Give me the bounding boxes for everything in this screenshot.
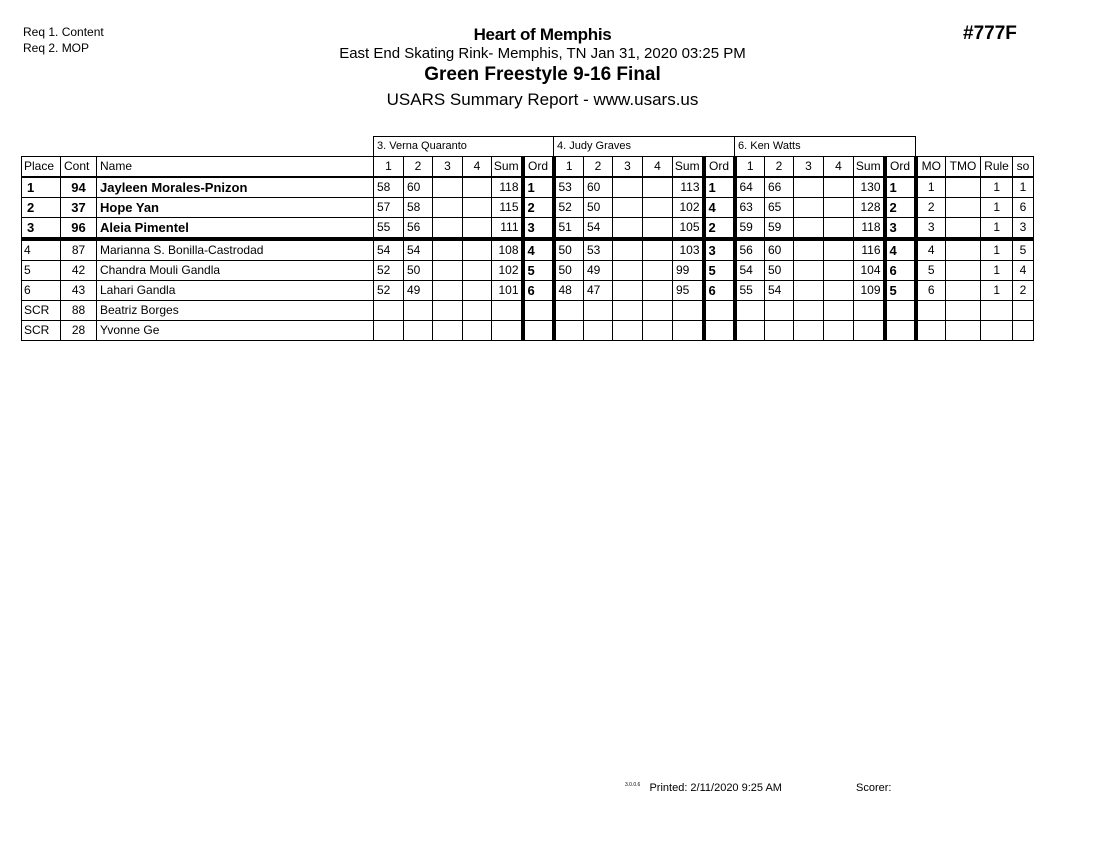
skater-name: Hope Yan xyxy=(97,198,374,218)
score-cell: 66 xyxy=(765,177,794,198)
report-subtitle: USARS Summary Report - www.usars.us xyxy=(386,90,699,109)
score-cell xyxy=(463,261,492,281)
header-rule: Rule xyxy=(981,157,1013,178)
score-cell: 47 xyxy=(584,281,613,301)
score-cell xyxy=(463,321,492,341)
contestant-number: 28 xyxy=(61,321,97,341)
ordinal-cell xyxy=(885,321,916,341)
header-place: Place xyxy=(22,157,61,178)
score-cell xyxy=(433,281,463,301)
score-cell xyxy=(794,177,824,198)
score-cell xyxy=(794,218,824,240)
rule-cell xyxy=(981,301,1013,321)
ordinal-cell: 3 xyxy=(523,218,554,240)
score-cell: 58 xyxy=(374,177,404,198)
header-judge-col: Ord xyxy=(704,157,735,178)
ordinal-cell: 5 xyxy=(704,261,735,281)
score-cell: 52 xyxy=(374,281,404,301)
score-cell xyxy=(584,301,613,321)
contestant-number: 37 xyxy=(61,198,97,218)
score-cell xyxy=(794,301,824,321)
score-cell: 51 xyxy=(554,218,584,240)
sum-cell: 99 xyxy=(673,261,704,281)
score-cell xyxy=(824,321,854,341)
mo-cell: 1 xyxy=(916,177,946,198)
score-cell xyxy=(643,218,673,240)
table-row xyxy=(22,281,1034,301)
score-cell xyxy=(613,301,643,321)
table-row xyxy=(22,321,1034,341)
score-cell xyxy=(433,239,463,261)
score-cell: 50 xyxy=(584,198,613,218)
contestant-number: 88 xyxy=(61,301,97,321)
mo-cell: 2 xyxy=(916,198,946,218)
score-cell: 56 xyxy=(735,239,765,261)
sum-cell xyxy=(854,301,885,321)
score-cell xyxy=(433,218,463,240)
score-cell xyxy=(643,239,673,261)
score-cell xyxy=(584,321,613,341)
score-cell: 55 xyxy=(374,218,404,240)
score-cell xyxy=(463,198,492,218)
ordinal-cell: 6 xyxy=(523,281,554,301)
skater-name: Beatriz Borges xyxy=(97,301,374,321)
score-cell xyxy=(463,239,492,261)
score-cell: 54 xyxy=(404,239,433,261)
sum-cell xyxy=(854,321,885,341)
score-cell xyxy=(643,301,673,321)
header-judge-col: 3 xyxy=(433,157,463,178)
sum-cell xyxy=(673,301,704,321)
tmo-cell xyxy=(946,198,981,218)
judge-name: 6. Ken Watts xyxy=(735,137,916,157)
so-cell xyxy=(1013,301,1034,321)
score-cell: 50 xyxy=(554,239,584,261)
sum-cell: 105 xyxy=(673,218,704,240)
score-cell xyxy=(824,198,854,218)
sum-cell: 118 xyxy=(492,177,523,198)
score-cell: 60 xyxy=(404,177,433,198)
sum-cell: 103 xyxy=(673,239,704,261)
report-title: Green Freestyle 9-16 Final xyxy=(424,64,661,85)
score-cell: 57 xyxy=(374,198,404,218)
venue-line: East End Skating Rink- Memphis, TN Jan 31, 2020 03:25 PM xyxy=(339,45,746,62)
judge-name: 3. Verna Quaranto xyxy=(374,137,554,157)
score-cell: 52 xyxy=(374,261,404,281)
score-cell xyxy=(824,239,854,261)
score-cell: 55 xyxy=(735,281,765,301)
score-cell xyxy=(765,301,794,321)
tmo-cell xyxy=(946,301,981,321)
scorer-label: Scorer: xyxy=(856,782,892,794)
score-cell: 49 xyxy=(404,281,433,301)
score-cell xyxy=(613,261,643,281)
score-cell xyxy=(765,321,794,341)
sum-cell: 111 xyxy=(492,218,523,240)
score-cell xyxy=(433,198,463,218)
sum-cell: 104 xyxy=(854,261,885,281)
score-cell: 54 xyxy=(735,261,765,281)
sum-cell: 130 xyxy=(854,177,885,198)
score-cell xyxy=(824,301,854,321)
ordinal-cell xyxy=(523,321,554,341)
score-cell xyxy=(643,198,673,218)
header-judge-col: 4 xyxy=(643,157,673,178)
score-cell xyxy=(643,281,673,301)
score-cell xyxy=(824,177,854,198)
tmo-cell xyxy=(946,177,981,198)
ordinal-cell: 2 xyxy=(704,218,735,240)
ordinal-cell: 1 xyxy=(523,177,554,198)
mo-cell: 5 xyxy=(916,261,946,281)
score-cell xyxy=(463,301,492,321)
tmo-cell xyxy=(946,218,981,240)
score-cell xyxy=(463,281,492,301)
printed-info xyxy=(625,782,782,794)
header-name: Name xyxy=(97,157,374,178)
so-cell: 1 xyxy=(1013,177,1034,198)
score-cell: 60 xyxy=(765,239,794,261)
skater-name: Chandra Mouli Gandla xyxy=(97,261,374,281)
mo-cell: 4 xyxy=(916,239,946,261)
score-cell xyxy=(404,301,433,321)
score-cell: 50 xyxy=(404,261,433,281)
rule-cell: 1 xyxy=(981,177,1013,198)
score-cell xyxy=(824,261,854,281)
ordinal-cell: 6 xyxy=(885,261,916,281)
header-judge-col: Sum xyxy=(492,157,523,178)
ordinal-cell xyxy=(523,301,554,321)
place-cell: 5 xyxy=(22,261,61,281)
rule-cell: 1 xyxy=(981,261,1013,281)
score-cell xyxy=(613,198,643,218)
printed-timestamp: Printed: 2/11/2020 9:25 AM xyxy=(649,782,782,794)
header-judge-col: 2 xyxy=(765,157,794,178)
score-cell xyxy=(433,177,463,198)
sum-cell: 108 xyxy=(492,239,523,261)
header-tmo: TMO xyxy=(946,157,981,178)
score-cell: 50 xyxy=(554,261,584,281)
rule-cell: 1 xyxy=(981,198,1013,218)
table-row xyxy=(22,301,1034,321)
score-cell xyxy=(794,281,824,301)
score-cell: 63 xyxy=(735,198,765,218)
ordinal-cell xyxy=(704,301,735,321)
tmo-cell xyxy=(946,281,981,301)
so-cell xyxy=(1013,321,1034,341)
mo-cell xyxy=(916,301,946,321)
place-cell: 2 xyxy=(22,198,61,218)
skater-name: Aleia Pimentel xyxy=(97,218,374,240)
table-row xyxy=(22,198,1034,218)
table-row xyxy=(22,177,1034,198)
mo-cell: 3 xyxy=(916,218,946,240)
score-cell: 60 xyxy=(584,177,613,198)
sum-cell: 128 xyxy=(854,198,885,218)
score-cell xyxy=(433,301,463,321)
place-cell: SCR xyxy=(22,321,61,341)
tmo-cell xyxy=(946,261,981,281)
score-cell xyxy=(613,281,643,301)
score-cell xyxy=(735,321,765,341)
contestant-number: 43 xyxy=(61,281,97,301)
ordinal-cell xyxy=(885,301,916,321)
score-cell: 54 xyxy=(765,281,794,301)
header-judge-col: 2 xyxy=(584,157,613,178)
sum-cell: 116 xyxy=(854,239,885,261)
score-cell: 49 xyxy=(584,261,613,281)
score-cell: 56 xyxy=(404,218,433,240)
requirement-2: Req 2. MOP xyxy=(23,41,90,55)
score-cell xyxy=(463,177,492,198)
header-so: so xyxy=(1013,157,1034,178)
skater-name: Lahari Gandla xyxy=(97,281,374,301)
score-cell xyxy=(554,301,584,321)
score-cell xyxy=(643,321,673,341)
judge-header-row xyxy=(22,137,1034,157)
so-cell: 3 xyxy=(1013,218,1034,240)
event-title: Heart of Memphis xyxy=(473,25,612,44)
table-row xyxy=(22,218,1034,240)
score-cell xyxy=(735,301,765,321)
header-judge-col: Sum xyxy=(854,157,885,178)
so-cell: 6 xyxy=(1013,198,1034,218)
sum-cell: 101 xyxy=(492,281,523,301)
score-cell xyxy=(613,177,643,198)
ordinal-cell: 3 xyxy=(704,239,735,261)
rule-cell: 1 xyxy=(981,281,1013,301)
ordinal-cell: 5 xyxy=(885,281,916,301)
header-judge-col: Sum xyxy=(673,157,704,178)
place-cell: SCR xyxy=(22,301,61,321)
header-judge-col: 2 xyxy=(404,157,433,178)
score-cell xyxy=(643,261,673,281)
ordinal-cell: 2 xyxy=(523,198,554,218)
header-judge-col: Ord xyxy=(523,157,554,178)
score-cell: 54 xyxy=(584,218,613,240)
score-cell xyxy=(374,301,404,321)
place-cell: 3 xyxy=(22,218,61,240)
header-judge-col: 1 xyxy=(554,157,584,178)
rule-cell: 1 xyxy=(981,218,1013,240)
sum-cell: 102 xyxy=(492,261,523,281)
ordinal-cell: 4 xyxy=(523,239,554,261)
place-cell: 1 xyxy=(22,177,61,198)
contestant-number: 94 xyxy=(61,177,97,198)
score-cell: 52 xyxy=(554,198,584,218)
skater-name: Yvonne Ge xyxy=(97,321,374,341)
score-cell: 64 xyxy=(735,177,765,198)
score-cell: 50 xyxy=(765,261,794,281)
skater-name: Marianna S. Bonilla-Castrodad xyxy=(97,239,374,261)
place-cell: 4 xyxy=(22,239,61,261)
version-label: 3.0.0.6 xyxy=(625,782,641,788)
contestant-number: 87 xyxy=(61,239,97,261)
ordinal-cell: 6 xyxy=(704,281,735,301)
score-cell xyxy=(794,239,824,261)
sum-cell: 113 xyxy=(673,177,704,198)
so-cell: 2 xyxy=(1013,281,1034,301)
score-cell xyxy=(824,218,854,240)
header-judge-col: 1 xyxy=(735,157,765,178)
rule-cell xyxy=(981,321,1013,341)
contestant-number: 42 xyxy=(61,261,97,281)
ordinal-cell: 5 xyxy=(523,261,554,281)
tmo-cell xyxy=(946,239,981,261)
score-cell xyxy=(404,321,433,341)
sum-cell: 102 xyxy=(673,198,704,218)
table-row xyxy=(22,261,1034,281)
score-cell xyxy=(794,261,824,281)
skater-name: Jayleen Morales-Pnizon xyxy=(97,177,374,198)
header-judge-col: 3 xyxy=(794,157,824,178)
judge-name: 4. Judy Graves xyxy=(554,137,735,157)
ordinal-cell: 2 xyxy=(885,198,916,218)
score-cell xyxy=(433,321,463,341)
score-cell xyxy=(554,321,584,341)
so-cell: 5 xyxy=(1013,239,1034,261)
score-cell xyxy=(613,239,643,261)
contestant-number: 96 xyxy=(61,218,97,240)
score-cell: 59 xyxy=(735,218,765,240)
sum-cell: 115 xyxy=(492,198,523,218)
score-cell xyxy=(613,218,643,240)
score-cell xyxy=(463,218,492,240)
sum-cell: 109 xyxy=(854,281,885,301)
ordinal-cell: 3 xyxy=(885,218,916,240)
event-code: #777F xyxy=(963,23,1017,44)
mo-cell: 6 xyxy=(916,281,946,301)
sum-cell xyxy=(673,321,704,341)
sum-cell xyxy=(492,321,523,341)
ordinal-cell: 4 xyxy=(704,198,735,218)
ordinal-cell xyxy=(704,321,735,341)
header-judge-col: Ord xyxy=(885,157,916,178)
score-cell xyxy=(433,261,463,281)
score-cell xyxy=(374,321,404,341)
column-header-row xyxy=(22,157,1034,178)
score-cell: 58 xyxy=(404,198,433,218)
score-cell: 54 xyxy=(374,239,404,261)
ordinal-cell: 1 xyxy=(704,177,735,198)
score-cell xyxy=(613,321,643,341)
header-mo: MO xyxy=(916,157,946,178)
requirement-1: Req 1. Content xyxy=(23,25,104,39)
header-judge-col: 4 xyxy=(824,157,854,178)
sum-cell xyxy=(492,301,523,321)
header-judge-col: 4 xyxy=(463,157,492,178)
sum-cell: 95 xyxy=(673,281,704,301)
place-cell: 6 xyxy=(22,281,61,301)
header-cont: Cont xyxy=(61,157,97,178)
ordinal-cell: 1 xyxy=(885,177,916,198)
score-cell xyxy=(643,177,673,198)
mo-cell xyxy=(916,321,946,341)
score-cell xyxy=(824,281,854,301)
score-cell: 53 xyxy=(584,239,613,261)
table-row xyxy=(22,239,1034,261)
score-cell xyxy=(794,198,824,218)
score-cell: 59 xyxy=(765,218,794,240)
so-cell: 4 xyxy=(1013,261,1034,281)
ordinal-cell: 4 xyxy=(885,239,916,261)
tmo-cell xyxy=(946,321,981,341)
score-cell: 53 xyxy=(554,177,584,198)
score-cell xyxy=(794,321,824,341)
sum-cell: 118 xyxy=(854,218,885,240)
rule-cell: 1 xyxy=(981,239,1013,261)
header-judge-col: 3 xyxy=(613,157,643,178)
score-cell: 48 xyxy=(554,281,584,301)
score-cell: 65 xyxy=(765,198,794,218)
header-judge-col: 1 xyxy=(374,157,404,178)
results-table xyxy=(21,136,1034,341)
